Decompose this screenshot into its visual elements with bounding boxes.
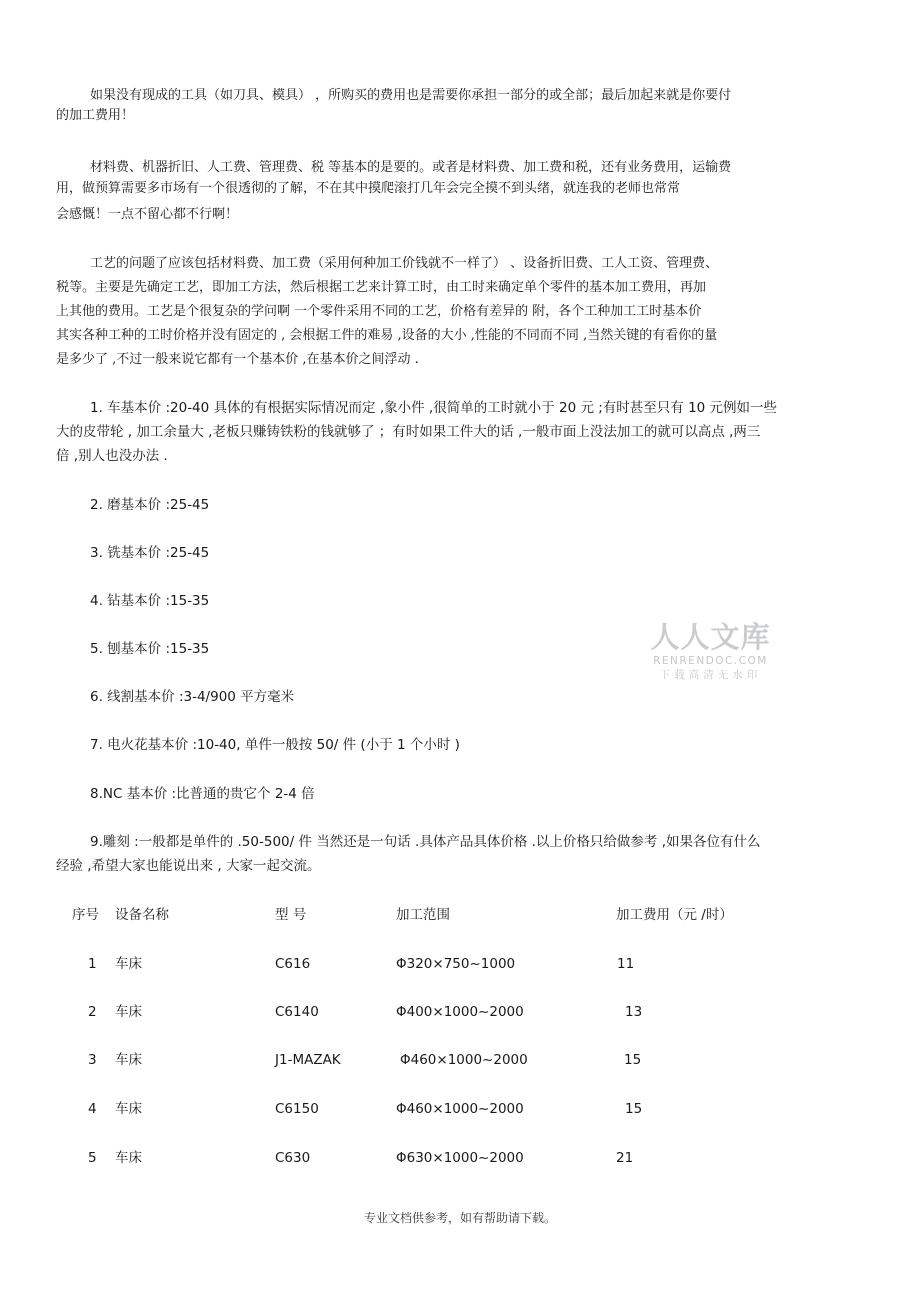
page-footer: 专业文档供参考，如有帮助请下载。 [363,1211,556,1225]
table-cell-cost: 21 [616,1150,634,1166]
table-cell-index: 4 [88,1101,97,1117]
table-cell-equipment: 车床 [115,1101,142,1117]
paragraph-2-line-3: 会感慨！一点不留心都不行啊！ [56,207,239,222]
item-5: 5. 刨基本价 :15-35 [90,641,210,657]
item-4: 4. 钻基本价 :15-35 [90,593,210,609]
table-cell-range: Φ460×1000~2000 [396,1101,524,1117]
table-cell-equipment: 车床 [115,1004,142,1020]
item-2: 2. 磨基本价 :25-45 [90,497,210,513]
watermark-url: RENRENDOC.COM [653,655,768,667]
table-cell-model: C616 [275,956,311,972]
item-3: 3. 铣基本价 :25-45 [90,545,210,561]
paragraph-3-line-3: 上其他的费用。工艺是个很复杂的学问啊 一个零件采用不同的工艺，价格有差异的 附，各个工种加工工时基本价 [56,304,702,319]
table-cell-index: 5 [88,1150,97,1166]
table-cell-cost: 15 [625,1101,643,1117]
paragraph-2-line-1: 材料费、机器折旧、人工费、管理费、税 等基本的是要的。或者是材料费、加工费和税，还有业务费用，运输费 [90,160,732,175]
table-cell-model: C6140 [275,1004,319,1020]
item-1-line-3: 倍 ,别人也没办法 . [56,448,168,464]
table-cell-model: C6150 [275,1101,319,1117]
item-7: 7. 电火花基本价 :10-40, 单件一般按 50/ 件 (小于 1 个小时 ) [90,737,460,753]
table-cell-range: Φ400×1000~2000 [396,1004,524,1020]
table-cell-index: 2 [88,1004,97,1020]
table-header-index: 序号 [72,907,99,923]
paragraph-1-line-2: 的加工费用！ [56,108,135,123]
watermark [648,620,773,682]
paragraph-3-line-4: 其实各种工种的工时价格并没有固定的 , 会根据工件的难易 ,设备的大小 ,性能的不同而不同 ,当然关键的有看你的量 [56,328,718,343]
item-6: 6. 线割基本价 :3-4/900 平方毫米 [90,689,295,705]
table-cell-model: C630 [275,1150,311,1166]
watermark-title: 人人文库 [650,620,771,654]
table-cell-equipment: 车床 [115,956,142,972]
table-header-range: 加工范围 [396,907,450,923]
paragraph-3-line-2: 税等。主要是先确定工艺，即加工方法，然后根据工艺来计算工时，由工时来确定单个零件的基本加工费用，再加 [56,280,707,295]
item-9-line-2: 经验 ,希望大家也能说出来 , 大家一起交流。 [56,858,321,874]
paragraph-3-line-1: 工艺的问题了应该包括材料费、加工费（采用何种加工价钱就不一样了） 、设备折旧费、工人工资、管理费、 [90,256,719,271]
paragraph-3-line-5: 是多少了 ,不过一般来说它都有一个基本价 ,在基本价之间浮动 . [56,352,419,367]
table-cell-cost: 15 [624,1052,642,1068]
item-9-line-1: 9.雕刻 :一般都是单件的 .50-500/ 件 当然还是一句话 .具体产品具体价格 .以上价格只给做参考 ,如果各位有什么 [90,834,761,850]
item-1-line-2: 大的皮带轮 , 加工余量大 ,老板只赚铸铁粉的钱就够了 ；有时如果工件大的话 ,一般市面上没法加工的就可以高点 ,两三 [56,424,761,440]
item-8: 8.NC 基本价 :比普通的贵它个 2-4 倍 [90,786,315,802]
table-cell-index: 3 [88,1052,97,1068]
paragraph-2-line-2: 用，做预算需要多市场有一个很透彻的了解，不在其中摸爬滚打几年会完全摸不到头绪，就连我的老师也常常 [56,181,681,196]
paragraph-1-line-1: 如果没有现成的工具（如刀具、模具） ，所购买的费用也是需要你承担一部分的或全部；最后加起来就是你要付 [90,88,732,103]
watermark-subtitle: 下载高清无水印 [659,669,762,681]
table-cell-equipment: 车床 [115,1052,142,1068]
table-header-equipment: 设备名称 [115,907,169,923]
table-cell-model: J1-MAZAK [275,1052,341,1068]
table-cell-equipment: 车床 [115,1150,142,1166]
table-header-model: 型 号 [275,907,307,923]
table-cell-cost: 13 [625,1004,643,1020]
table-cell-cost: 11 [617,956,635,972]
table-cell-index: 1 [88,956,97,972]
table-cell-range: Φ320×750~1000 [396,956,516,972]
item-1-line-1: 1. 车基本价 :20-40 具体的有根据实际情况而定 ,象小件 ,很简单的工时就小于 20 元 ;有时甚至只有 10 元例如一些 [90,400,778,416]
table-header-cost: 加工费用（元 /时） [616,907,733,923]
table-cell-range: Φ630×1000~2000 [396,1150,524,1166]
table-cell-range: Φ460×1000~2000 [400,1052,528,1068]
